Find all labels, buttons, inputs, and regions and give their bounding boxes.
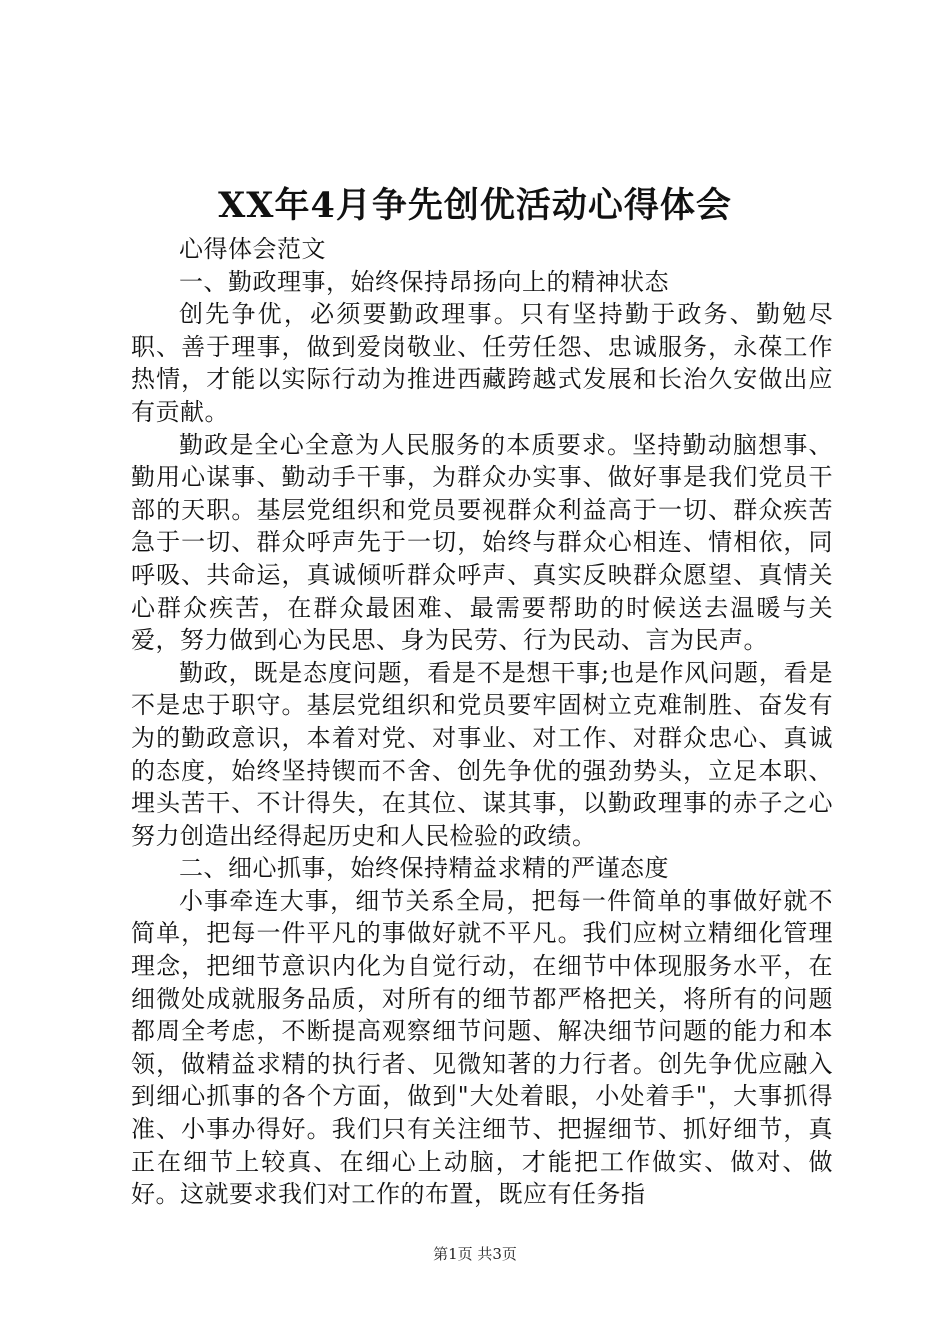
document-title: XX年4月争先创优活动心得体会 bbox=[218, 185, 732, 226]
paragraph: 创先争优，必须要勤政理事。只有坚持勤于政务、勤勉尽职、善于理事，做到爱岗敬业、任劳任怨、忠诚服务，永葆工作热情，才能以实际行动为推进西藏跨越式发展和长治久安做出应有贡献。 bbox=[131, 300, 833, 426]
document-body bbox=[131, 233, 833, 1211]
section-heading-2: 二、细心抓事，始终保持精益求精的严谨态度 bbox=[179, 854, 669, 883]
paragraph-subtitle: 心得体会范文 bbox=[179, 235, 326, 263]
page-footer: 第1页 共3页 bbox=[433, 1245, 517, 1263]
paragraph: 勤政是全心全意为人民服务的本质要求。坚持勤动脑想事、勤用心谋事、勤动手干事，为群众办实事、做好事是我们党员干部的天职。基层党组织和党员要视群众利益高于一切、群众疾苦急于一切、群众呼声先于一切，始终与群众心相连、情相依，同呼吸、共命运，真诚倾听群众呼声、真实反映群众愿望、真情关心群众疾苦，在群众最困难、最需要帮助的时候送去温暖与关爱，努力做到心为民思、身为民劳、行为民动、言为民声。 bbox=[131, 430, 833, 655]
section-heading-1: 一、勤政理事，始终保持昂扬向上的精神状态 bbox=[179, 267, 669, 296]
paragraph: 勤政，既是态度问题，看是不是想干事;也是作风问题，看是不是忠于职守。基层党组织和党员要牢固树立克难制胜、奋发有为的勤政意识，本着对党、对事业、对工作、对群众忠心、真诚的态度，始终坚持锲而不舍、创先争优的强劲势头，立足本职、埋头苦干、不计得失，在其位、谋其事，以勤政理事的赤子之心努力创造出经得起历史和人民检验的政绩。 bbox=[131, 658, 833, 850]
paragraph: 小事牵连大事，细节关系全局，把每一件简单的事做好就不简单，把每一件平凡的事做好就不平凡。我们应树立精细化管理理念，把细节意识内化为自觉行动，在细节中体现服务水平，在细微处成就服务品质，对所有的细节都严格把关，将所有的问题都周全考虑，不断提高观察细节问题、解决细节问题的能力和本领，做精益求精的执行者、见微知著的力行者。创先争优应融入到细心抓事的各个方面，做到"大处着眼，小处着手"，大事抓得准、小事办得好。我们只有关注细节、把握细节、抓好细节，真正在细节上较真、在细心上动脑，才能把工作做实、做对、做好。这就要求我们对工作的布置，既应有任务指 bbox=[131, 886, 833, 1209]
